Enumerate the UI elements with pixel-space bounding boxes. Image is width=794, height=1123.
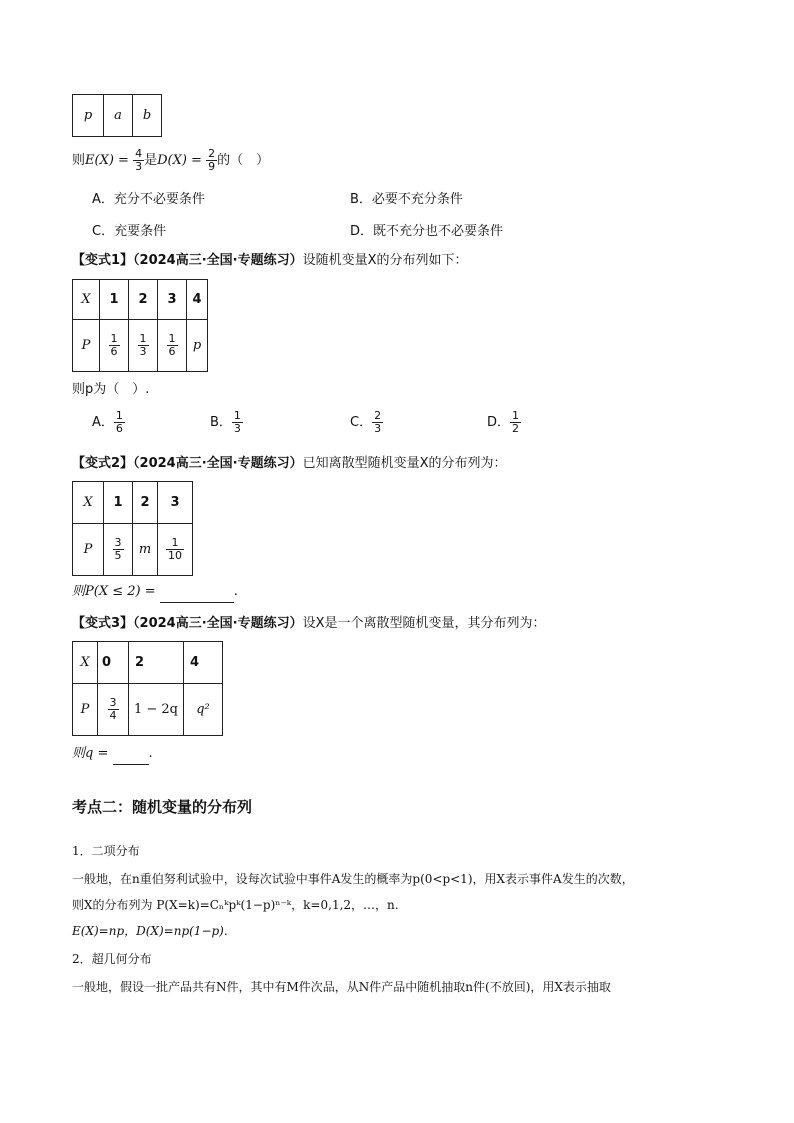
v1-option-b[interactable]: B． $\frac{1}{3}$ [210, 409, 241, 435]
para2-line1: 一般地，假设一批产品共有N件，其中有M件次品，从N件产品中随机抽取n件(不放回)，用X表示抽取 [72, 980, 611, 994]
p-value-cell: q² [184, 684, 223, 736]
variant-source: （2024高三·全国·专题练习） [133, 253, 303, 268]
fraction-2-9: $\frac{2}{9}$ [208, 147, 216, 173]
variant1-ask: 则p为（ ）. [72, 382, 150, 397]
top-table-cell: p [73, 95, 104, 137]
x-value-cell: 1 [104, 482, 133, 524]
main-question [72, 148, 269, 173]
item1-heading: 1．二项分布 [72, 844, 140, 858]
item2-heading: 2．超几何分布 [72, 952, 152, 966]
variant-source: （2024高三·全国·专题练习） [133, 616, 303, 631]
answer-blank[interactable] [160, 582, 234, 603]
para1-line2: 则X的分布列为 P(X=k)=Cₙᵏpᵏ(1−p)ⁿ⁻ᵏ，k=0,1,2，…，n. [72, 898, 399, 912]
question-mid: 是 [144, 153, 158, 168]
ask-end: . [233, 584, 238, 599]
ask-end: . [148, 746, 153, 761]
ex-expression: E(X) = [85, 153, 129, 168]
p-value-cell: m [133, 524, 158, 576]
variant1-header [72, 251, 468, 271]
v1-option-d[interactable]: D． $\frac{1}{2}$ [487, 409, 520, 435]
p-value-cell: p [187, 320, 208, 372]
variant-tag: 【变式2】 [72, 456, 134, 471]
x-label-cell: X [73, 642, 98, 684]
top-table-cell: a [104, 95, 133, 137]
variant2-header [72, 454, 507, 474]
x-value-cell: 0 [98, 642, 129, 684]
v1-option-c[interactable]: C． $\frac{2}{3}$ [350, 409, 382, 435]
x-value-cell: 2 [133, 482, 158, 524]
p-label-cell: P [73, 524, 104, 576]
ask-text: 则P(X ≤ 2) = [72, 584, 156, 599]
question-suffix: 的（ ） [217, 153, 270, 168]
variant3-ask [72, 744, 153, 765]
p-value-cell: $\frac{1}{10}$ [158, 524, 193, 576]
p-value-cell: 1 − 2q [129, 684, 184, 736]
variant-tag: 【变式1】 [72, 253, 134, 268]
p-label-cell: P [73, 684, 98, 736]
question-prefix: 则 [72, 153, 86, 168]
option-b[interactable]: B．必要不充分条件 [350, 192, 463, 207]
x-value-cell: 2 [129, 280, 158, 320]
option-d[interactable]: D．既不充分也不必要条件 [350, 224, 504, 239]
variant1-table [72, 279, 208, 372]
p-value-cell: $\frac{3}{4}$ [98, 684, 129, 736]
x-value-cell: 4 [187, 280, 208, 320]
fraction-4-3: $\frac{4}{3}$ [135, 147, 143, 173]
p-value-cell: $\frac{1}{6}$ [158, 320, 187, 372]
option-a[interactable]: A．充分不必要条件 [92, 192, 205, 207]
variant-tag: 【变式3】 [72, 616, 134, 631]
variant3-table [72, 641, 223, 736]
x-label-cell: X [73, 482, 104, 524]
p-value-cell: $\frac{1}{3}$ [129, 320, 158, 372]
x-value-cell: 2 [129, 642, 184, 684]
variant2-table [72, 481, 193, 576]
p-value-cell: $\frac{3}{5}$ [104, 524, 133, 576]
x-value-cell: 1 [100, 280, 129, 320]
variant-source: （2024高三·全国·专题练习） [133, 456, 303, 471]
dx-expression: D(X) = [157, 153, 202, 168]
ask-text: 则q = [72, 746, 109, 761]
x-label-cell: X [73, 280, 100, 320]
x-value-cell: 3 [158, 280, 187, 320]
p-label-cell: P [73, 320, 100, 372]
answer-blank[interactable] [113, 744, 149, 765]
section-title: 考点二：随机变量的分布列 [72, 798, 253, 816]
variant2-ask [72, 582, 238, 603]
variant-text: 已知离散型随机变量X的分布列为： [302, 456, 507, 471]
top-distribution-table [72, 94, 162, 137]
x-value-cell: 4 [184, 642, 223, 684]
variant-text: 设随机变量X的分布列如下： [302, 253, 468, 268]
para1-line1: 一般地，在n重伯努利试验中，设每次试验中事件A发生的概率为p(0<p<1)，用X表示事件A发生的次数， [72, 872, 634, 886]
option-c[interactable]: C．充要条件 [92, 224, 167, 239]
p-value-cell: $\frac{1}{6}$ [100, 320, 129, 372]
x-value-cell: 3 [158, 482, 193, 524]
variant3-header [72, 614, 546, 634]
variant-text: 设X是一个离散型随机变量，其分布列为： [302, 616, 546, 631]
v1-option-a[interactable]: A． $\frac{1}{6}$ [92, 409, 123, 435]
para1-line3: E(X)=np，D(X)=np(1−p). [72, 924, 228, 938]
top-table-cell: b [133, 95, 162, 137]
